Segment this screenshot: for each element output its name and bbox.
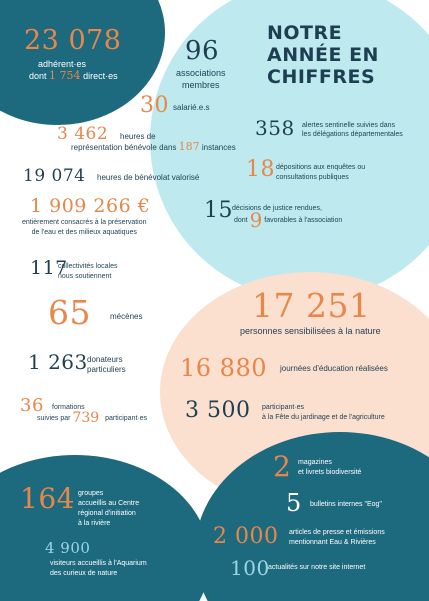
collectivites-value: 117: [30, 257, 68, 279]
decisions-value: 15: [204, 198, 233, 223]
bulletins-label: bulletins internes "Eog": [310, 501, 382, 508]
formations-value: 36: [20, 395, 44, 416]
fete-label: [262, 403, 385, 423]
salaries-value: 30: [140, 93, 169, 118]
sensibilisees-label: personnes sensibilisées à la nature: [240, 326, 381, 336]
magazines-label-2: et livrets biodiversité: [298, 469, 362, 476]
actualites-label: actualités sur notre site internet: [268, 564, 366, 571]
participants-formations-label: participant·es: [105, 414, 148, 422]
journees-value: 16 880: [180, 354, 267, 382]
instances-label: instances: [201, 143, 236, 152]
visiteurs-label-2: des curieux de nature: [50, 570, 118, 577]
alertes-label: [302, 121, 403, 139]
associations-label-2: membres: [182, 80, 220, 90]
representation-value: 3 462: [57, 124, 109, 144]
adherents-value: 23 078: [24, 25, 122, 56]
associations-label: [176, 67, 226, 91]
participants-formations-value: 739: [72, 410, 100, 426]
budget-label-1: entièrement consacrés à la préservation: [22, 219, 147, 226]
representation-label-2: [71, 142, 236, 153]
mecenes-value: 65: [48, 293, 91, 332]
alertes-value: 358: [255, 116, 295, 140]
magazines-label-1: magazines: [298, 459, 332, 466]
adherents-direct-value: 1 754: [49, 69, 81, 82]
sensibilisees-value: 17 251: [252, 286, 371, 325]
decisions-label-1: décisions de justice rendues,: [232, 205, 322, 212]
donateurs-label-1: donateurs: [87, 355, 123, 364]
articles-label-2: mentionnant Eau & Rivières: [289, 539, 376, 546]
mecenes-label: mécènes: [110, 312, 143, 321]
alertes-label-1: alertes sentinelle suivies dans: [302, 122, 395, 129]
visiteurs-label: [50, 559, 147, 579]
magazines-label: [298, 458, 361, 478]
benevolat-label: heures de bénévolat valorisé: [97, 173, 200, 182]
title-line-2: ANNÉE EN: [267, 44, 379, 66]
budget-label: [22, 218, 147, 238]
articles-label: [289, 528, 385, 548]
decisions-dont: dont: [234, 216, 248, 224]
donateurs-label: [87, 355, 126, 375]
depositions-label-1: dépositions aux enquêtes ou: [276, 164, 366, 171]
adherents-direct-label: direct·es: [83, 71, 118, 81]
groupes-label-3: régional d'initiation: [78, 510, 136, 517]
donateurs-value: 1 263: [28, 350, 88, 374]
articles-label-1: articles de presse et émissions: [289, 529, 385, 536]
salaries-label: salarié.e.s: [173, 103, 210, 112]
bulletins-value: 5: [286, 489, 302, 517]
favorables-label: favorables à l'association: [264, 216, 343, 224]
budget-label-2: de l'eau et des milieux aquatiques: [31, 229, 137, 236]
adherents-dont: dont: [29, 71, 47, 81]
collectivites-label-2: nous soutiennent: [58, 273, 112, 280]
groupes-label: [78, 489, 139, 529]
groupes-value: 164: [20, 482, 75, 515]
fete-label-2: à la Fête du jardinage et de l'agriculture: [262, 414, 385, 421]
depositions-label-2: consultations publiques: [276, 174, 349, 181]
groupes-label-4: à la rivière: [78, 520, 111, 527]
donateurs-label-2: particuliers: [87, 365, 126, 374]
representation-dans: représentation bénévole dans: [71, 143, 177, 152]
articles-value: 2 000: [213, 524, 279, 549]
instances-value: 187: [178, 140, 200, 153]
formations-label-1: formations: [52, 404, 85, 411]
collectivites-label-1: collectivités locales: [58, 263, 118, 270]
adherents-label-2: [29, 70, 118, 82]
page-title: [267, 22, 379, 88]
visiteurs-value: 4 900: [45, 539, 91, 557]
formations-label-2: [37, 410, 148, 426]
journees-label: journées d'éducation réalisées: [280, 364, 388, 373]
adherents-label-1: adhérent·es: [38, 59, 87, 69]
collectivites-label: [58, 262, 118, 282]
adherents-label: [29, 58, 118, 82]
depositions-value: 18: [246, 157, 275, 182]
depositions-label: [276, 163, 365, 183]
formations-suivies: suivies par: [37, 414, 71, 422]
actualites-value: 100: [230, 556, 270, 580]
title-line-3: CHIFFRES: [267, 66, 376, 88]
groupes-label-1: groupes: [78, 490, 104, 497]
associations-value: 96: [185, 36, 220, 66]
favorables-value: 9: [249, 208, 263, 232]
groupes-label-2: accueillis au Centre: [78, 500, 140, 507]
associations-label-1: associations: [176, 68, 226, 78]
alertes-label-2: les délégations départementales: [302, 131, 403, 138]
fete-label-1: participant·es: [262, 404, 305, 411]
benevolat-value: 19 074: [23, 166, 86, 186]
representation-label-1: heures de: [120, 132, 156, 141]
fete-value: 3 500: [185, 398, 251, 423]
magazines-value: 2: [273, 450, 292, 483]
visiteurs-label-1: visiteurs accueillis à l'Aquarium: [50, 560, 147, 567]
budget-value: 1 909 266 €: [30, 195, 151, 217]
title-line-1: NOTRE: [267, 22, 343, 44]
